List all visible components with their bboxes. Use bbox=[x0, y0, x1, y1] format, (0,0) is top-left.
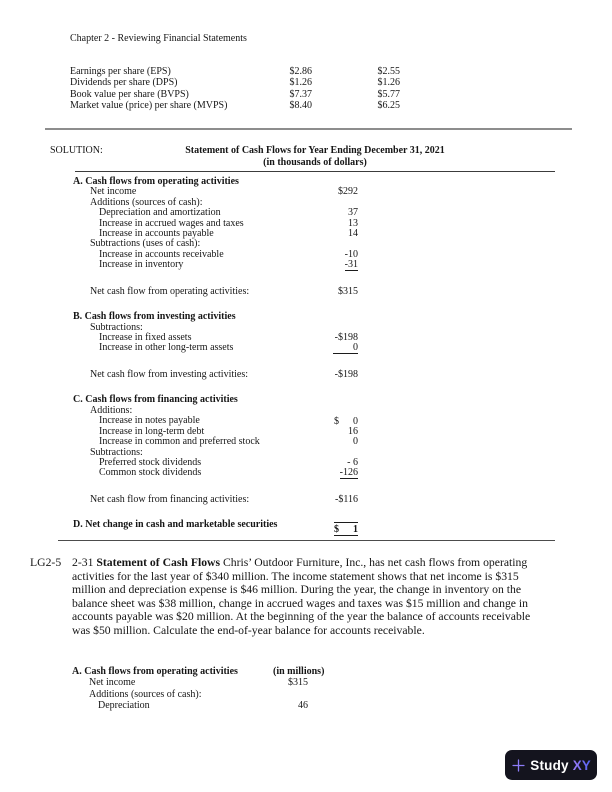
statement-amount-box: -$198 bbox=[334, 332, 358, 344]
statement-row-value bbox=[312, 333, 358, 343]
statement-row bbox=[73, 287, 358, 297]
statement-amount-box: 0 bbox=[353, 436, 358, 448]
metric-value-col1: $1.26 bbox=[289, 77, 312, 89]
learning-goal-tag: LG2-5 bbox=[30, 556, 62, 569]
statement-row-label: Depreciation and amortization bbox=[99, 207, 221, 219]
statement-row-label: Increase in accounts receivable bbox=[99, 248, 224, 260]
statement-row-value bbox=[248, 677, 308, 688]
statement-amount-box: $315 bbox=[338, 285, 358, 297]
metric-value-col2: $5.77 bbox=[377, 88, 400, 100]
solution-label: SOLUTION: bbox=[50, 145, 103, 156]
statement-row-label: Increase in other long-term assets bbox=[99, 342, 234, 354]
statement-row-value bbox=[312, 287, 358, 297]
metric-value-col1: $7.37 bbox=[289, 88, 312, 100]
metrics-row bbox=[70, 77, 400, 88]
statement-amount-box: 13 bbox=[348, 217, 358, 229]
statement-amount-box: -126 bbox=[339, 467, 358, 479]
metric-value-col2: $2.55 bbox=[377, 66, 400, 77]
statement-row-value bbox=[248, 689, 308, 700]
statement-row-value bbox=[312, 395, 358, 405]
metrics-row bbox=[70, 100, 400, 111]
statement-amount-box: $292 bbox=[338, 186, 358, 198]
problem-title: Statement of Cash Flows bbox=[96, 556, 221, 569]
statement-row-value bbox=[312, 437, 358, 447]
statement-spacer bbox=[73, 380, 358, 395]
statement-row-value bbox=[312, 312, 358, 322]
statement-amount-box: 0 bbox=[333, 343, 358, 354]
plus-icon bbox=[511, 758, 526, 773]
statement-amount-box: -10 bbox=[344, 248, 358, 260]
statement-subtitle: (in thousands of dollars) bbox=[263, 156, 367, 168]
statement-row-label: Subtractions (uses of cash): bbox=[90, 238, 201, 250]
statement-amount: 1 bbox=[353, 524, 358, 536]
currency-symbol: $ bbox=[334, 524, 339, 536]
horizontal-rule-top bbox=[45, 128, 572, 130]
statement-row bbox=[73, 468, 358, 479]
metric-label: Earnings per share (EPS) bbox=[70, 66, 171, 77]
metric-label: Book value per share (BVPS) bbox=[70, 88, 189, 100]
statement-row bbox=[72, 677, 308, 688]
brand-name-primary: Study bbox=[530, 757, 569, 773]
metrics-row bbox=[70, 89, 400, 100]
statement-row-value bbox=[312, 520, 358, 536]
statement-row-label: Common stock dividends bbox=[99, 467, 202, 479]
metrics-row bbox=[70, 66, 400, 77]
statement-row bbox=[73, 343, 358, 354]
cash-flow-statement bbox=[73, 177, 358, 536]
statement-row-value bbox=[312, 370, 358, 380]
statement-row-value bbox=[312, 406, 358, 416]
statement-row-value bbox=[312, 260, 358, 271]
mini-statement-header-row bbox=[72, 666, 325, 677]
mini-statement-header: A. Cash flows from operating activities bbox=[72, 666, 238, 677]
statement-row-value bbox=[248, 700, 308, 711]
statement-amount-box: -31 bbox=[344, 259, 358, 271]
statement-row-value bbox=[312, 187, 358, 197]
statement-amount: 0 bbox=[353, 415, 358, 427]
statement-title: Statement of Cash Flows for Year Ending December 31, 2021 bbox=[185, 145, 445, 156]
statement-row-label: Net cash flow from financing activities: bbox=[90, 493, 250, 505]
statement-row-label: Net cash flow from operating activities: bbox=[90, 285, 250, 297]
statement-row-label: C. Cash flows from financing activities bbox=[73, 394, 238, 406]
per-share-metrics-table bbox=[70, 66, 400, 111]
statement-spacer bbox=[73, 297, 358, 312]
statement-row-value bbox=[312, 427, 358, 437]
problem-paragraph bbox=[72, 556, 549, 638]
statement-amount-box bbox=[334, 522, 358, 536]
mini-statement-units: (in millions) bbox=[273, 666, 325, 677]
statement-spacer bbox=[73, 354, 358, 369]
statement-row-label: Additions (sources of cash): bbox=[90, 196, 203, 208]
metric-label: Market value (price) per share (MVPS) bbox=[70, 99, 228, 111]
statement-spacer bbox=[73, 479, 358, 494]
statement-header bbox=[75, 145, 555, 172]
statement-spacer bbox=[73, 505, 358, 520]
metric-value-col2: $6.25 bbox=[377, 99, 400, 111]
statement-row-label: Increase in long-term debt bbox=[99, 425, 205, 437]
statement-amount-box: - 6 bbox=[347, 456, 358, 468]
mini-cash-flow-statement bbox=[72, 666, 325, 712]
problem-body: Chris’ Outdoor Furniture, Inc., has net cash flows from operating activities for the last year of $340 million. The income statement shows that net income is $315 million and depreciation expense is $46 million. During the year, the change in inventory on the balance sheet was $38 million, change in accrued wages and taxes was $15 million and change in accounts payable was $20 million. At the beginning of the year the balance of accounts receivable was $50 million. Calculate the end-of-year balance for accounts receivable. bbox=[72, 556, 531, 637]
statement-amount-box: -$198 bbox=[334, 368, 358, 380]
brand-name-accent: XY bbox=[572, 757, 591, 773]
statement-row-label: Depreciation bbox=[98, 700, 150, 712]
statement-amount-box: 16 bbox=[348, 425, 358, 437]
metric-label: Dividends per share (DPS) bbox=[70, 77, 178, 89]
statement-row bbox=[73, 495, 358, 505]
statement-row-label: D. Net change in cash and marketable securities bbox=[73, 519, 278, 531]
statement-amount-box: 46 bbox=[298, 700, 308, 712]
statement-row-label: A. Cash flows from operating activities bbox=[73, 176, 239, 187]
statement-row bbox=[73, 520, 358, 536]
statement-row-label: Net income bbox=[89, 677, 136, 689]
horizontal-rule-bottom bbox=[58, 540, 555, 541]
statement-row-label: Increase in fixed assets bbox=[99, 332, 192, 344]
statement-row-value bbox=[312, 229, 358, 239]
statement-amount-box: -$116 bbox=[335, 493, 358, 505]
metric-value-col2: $1.26 bbox=[377, 77, 400, 89]
statement-row-label: Increase in inventory bbox=[99, 259, 184, 271]
statement-row bbox=[72, 689, 308, 700]
statement-row-label: Net income bbox=[90, 186, 137, 198]
statement-row-value bbox=[312, 468, 358, 479]
statement-row bbox=[73, 437, 358, 447]
statement-row-value bbox=[312, 495, 358, 505]
statement-row-label: Preferred stock dividends bbox=[99, 456, 202, 468]
statement-row-value bbox=[312, 343, 358, 354]
statement-row-label: Additions: bbox=[90, 404, 133, 416]
currency-symbol: $ bbox=[334, 415, 339, 427]
statement-row bbox=[73, 370, 358, 380]
statement-row-label: Increase in accounts payable bbox=[99, 228, 214, 240]
metric-value-col1: $2.86 bbox=[289, 66, 312, 77]
statement-row-label: Additions (sources of cash): bbox=[89, 688, 202, 700]
statement-row-label: Increase in common and preferred stock bbox=[99, 436, 260, 448]
mini-statement-rows bbox=[72, 677, 308, 711]
statement-row-label: B. Cash flows from investing activities bbox=[73, 311, 236, 323]
statement-row-label: Increase in accrued wages and taxes bbox=[99, 217, 244, 229]
statement-amount-box: 37 bbox=[348, 207, 358, 219]
statement-row-label: Subtractions: bbox=[90, 446, 143, 458]
metric-value-col1: $8.40 bbox=[289, 99, 312, 111]
statement-row-label: Increase in notes payable bbox=[99, 415, 200, 427]
statement-row-label: Subtractions: bbox=[90, 321, 143, 333]
problem-number: 2-31 bbox=[72, 556, 94, 569]
statement-row bbox=[73, 260, 358, 271]
studyxy-watermark bbox=[505, 750, 597, 780]
statement-row-label: Net cash flow from investing activities: bbox=[90, 368, 249, 380]
statement-spacer bbox=[73, 271, 358, 286]
statement-amount-box: 14 bbox=[348, 228, 358, 240]
page-header: Chapter 2 - Reviewing Financial Statements bbox=[70, 33, 247, 44]
statement-amount-box: $315 bbox=[288, 677, 308, 689]
statement-row bbox=[72, 700, 308, 711]
